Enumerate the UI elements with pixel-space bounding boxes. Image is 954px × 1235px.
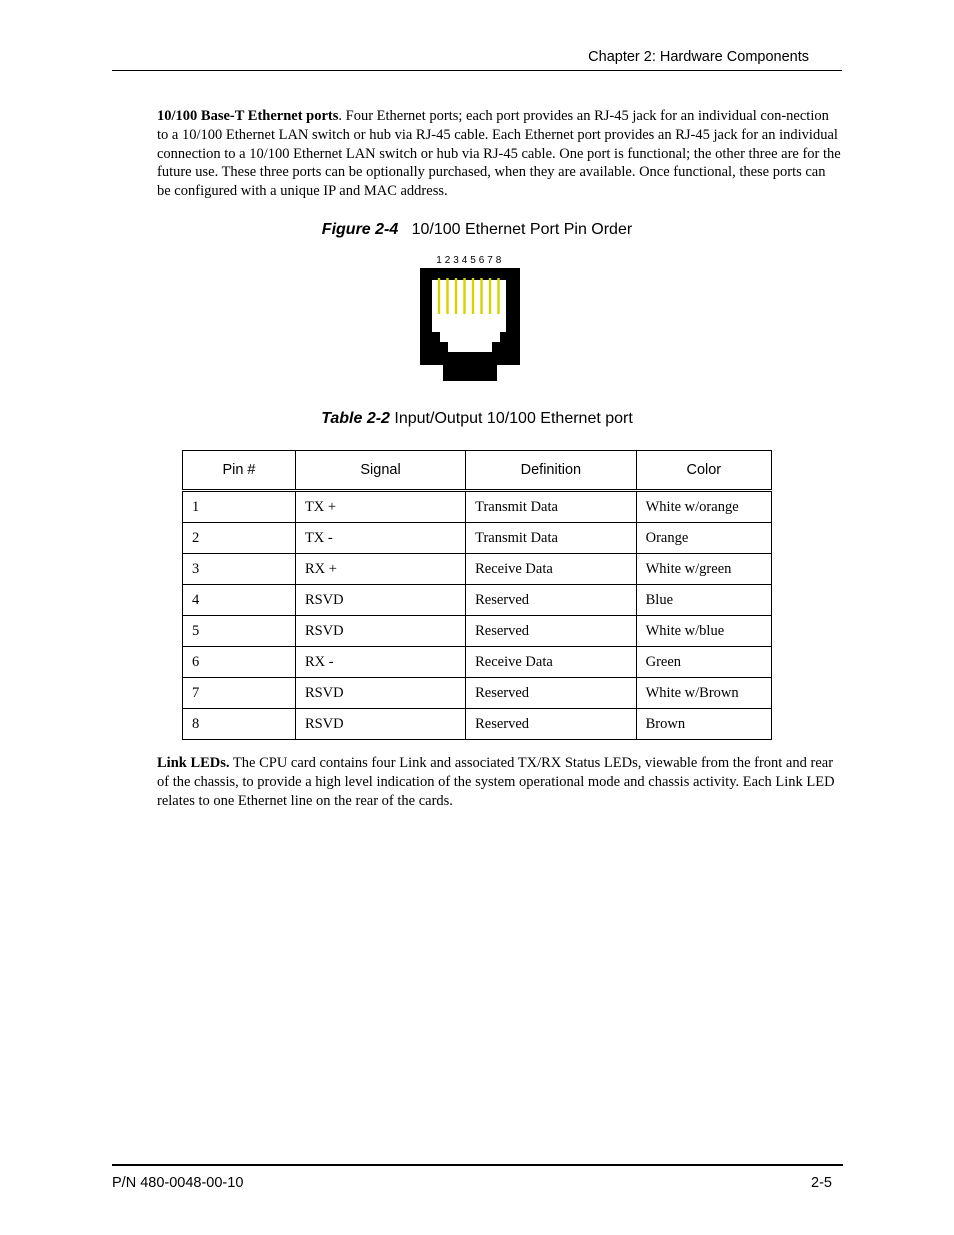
header-signal: Signal	[295, 451, 465, 491]
rj45-jack-diagram	[418, 252, 522, 382]
cell-color: White w/blue	[636, 616, 771, 647]
table-row	[183, 647, 772, 678]
cell-pin: 8	[183, 709, 296, 740]
cell-color: White w/Brown	[636, 678, 771, 709]
cell-definition: Transmit Data	[466, 523, 637, 554]
jack-opening	[432, 280, 506, 352]
cell-color: Orange	[636, 523, 771, 554]
cell-definition: Reserved	[466, 616, 637, 647]
cell-signal: RSVD	[295, 709, 465, 740]
cell-color: Brown	[636, 709, 771, 740]
pin-label: 8	[495, 255, 502, 266]
ethernet-ports-body: . Four Ethernet ports; each port provides an RJ-45 jack for an individual con-nection to a 10/100 Ethernet LAN switch or hub via RJ-45 cable. Each Ethernet port provides an RJ-45 jack for an individual connection to a 10/100 Ethernet LAN switch or hub via RJ-45 cable. One port is functional; the other three are for the future use. These three ports can be optionally purchased, when they are available. Once functional, these ports can be configured with a unique IP and MAC address.	[157, 108, 841, 200]
table-row	[183, 616, 772, 647]
cell-pin: 6	[183, 647, 296, 678]
table-caption	[0, 410, 954, 428]
table-header-row	[183, 451, 772, 491]
contact-pin	[446, 278, 448, 314]
table-row	[183, 709, 772, 740]
header-pin: Pin #	[183, 451, 296, 491]
pin-label: 6	[478, 255, 485, 266]
header-color: Color	[636, 451, 771, 491]
contact-pin	[480, 278, 482, 314]
cell-signal: TX +	[295, 491, 465, 523]
figure-number: Figure 2-4	[321, 221, 399, 238]
pin-label: 1	[436, 255, 442, 266]
figure-title: 10/100 Ethernet Port Pin Order	[411, 221, 633, 238]
cell-signal: RX +	[295, 554, 465, 585]
ethernet-ports-lead: 10/100 Base-T Ethernet ports	[157, 108, 339, 124]
cell-signal: RSVD	[295, 585, 465, 616]
cell-signal: RSVD	[295, 678, 465, 709]
cell-definition: Reserved	[466, 585, 637, 616]
figure-caption	[0, 221, 954, 239]
contact-pin	[472, 278, 474, 314]
table-row	[183, 491, 772, 523]
cell-color: White w/orange	[636, 491, 771, 523]
part-number: P/N 480-0048-00-10	[112, 1175, 244, 1191]
page-number: 2-5	[811, 1175, 832, 1191]
cell-definition: Reserved	[466, 678, 637, 709]
contact-pin	[497, 278, 499, 314]
cell-definition: Receive Data	[466, 554, 637, 585]
contact-pin	[489, 278, 491, 314]
ethernet-pinout-table	[182, 450, 772, 740]
pin-label: 7	[487, 255, 493, 266]
cell-pin: 1	[183, 491, 296, 523]
table-title: Input/Output 10/100 Ethernet port	[394, 410, 633, 427]
cell-color: Blue	[636, 585, 771, 616]
pin-label: 5	[470, 255, 476, 266]
cell-signal: RX -	[295, 647, 465, 678]
jack-tab	[443, 365, 497, 381]
pin-label: 4	[461, 255, 468, 266]
cell-definition: Receive Data	[466, 647, 637, 678]
contact-pin	[455, 278, 457, 314]
link-leds-lead: Link LEDs.	[157, 755, 230, 771]
cell-pin: 3	[183, 554, 296, 585]
table-row	[183, 678, 772, 709]
running-header: Chapter 2: Hardware Components	[588, 49, 809, 65]
cell-signal: RSVD	[295, 616, 465, 647]
table-row	[183, 554, 772, 585]
pin-label: 2	[444, 255, 451, 266]
header-definition: Definition	[466, 451, 637, 491]
footer-rule	[112, 1164, 843, 1166]
table-row	[183, 523, 772, 554]
cell-signal: TX -	[295, 523, 465, 554]
cell-color: White w/green	[636, 554, 771, 585]
table-row	[183, 585, 772, 616]
cell-definition: Reserved	[466, 709, 637, 740]
cell-pin: 7	[183, 678, 296, 709]
table-number: Table 2-2	[321, 410, 390, 427]
ethernet-ports-paragraph	[157, 107, 841, 201]
contact-pin	[438, 278, 440, 314]
cell-definition: Transmit Data	[466, 491, 637, 523]
link-leds-paragraph	[157, 754, 841, 810]
contact-pin	[463, 278, 465, 314]
cell-color: Green	[636, 647, 771, 678]
pin-label: 3	[453, 255, 459, 266]
cell-pin: 2	[183, 523, 296, 554]
cell-pin: 4	[183, 585, 296, 616]
header-rule	[112, 70, 842, 71]
link-leds-body: The CPU card contains four Link and associated TX/RX Status LEDs, viewable from the front and rear of the chassis, to provide a high level indication of the system operational mode and chassis activity. Each Link LED relates to one Ethernet line on the rear of the cards.	[157, 755, 835, 809]
cell-pin: 5	[183, 616, 296, 647]
